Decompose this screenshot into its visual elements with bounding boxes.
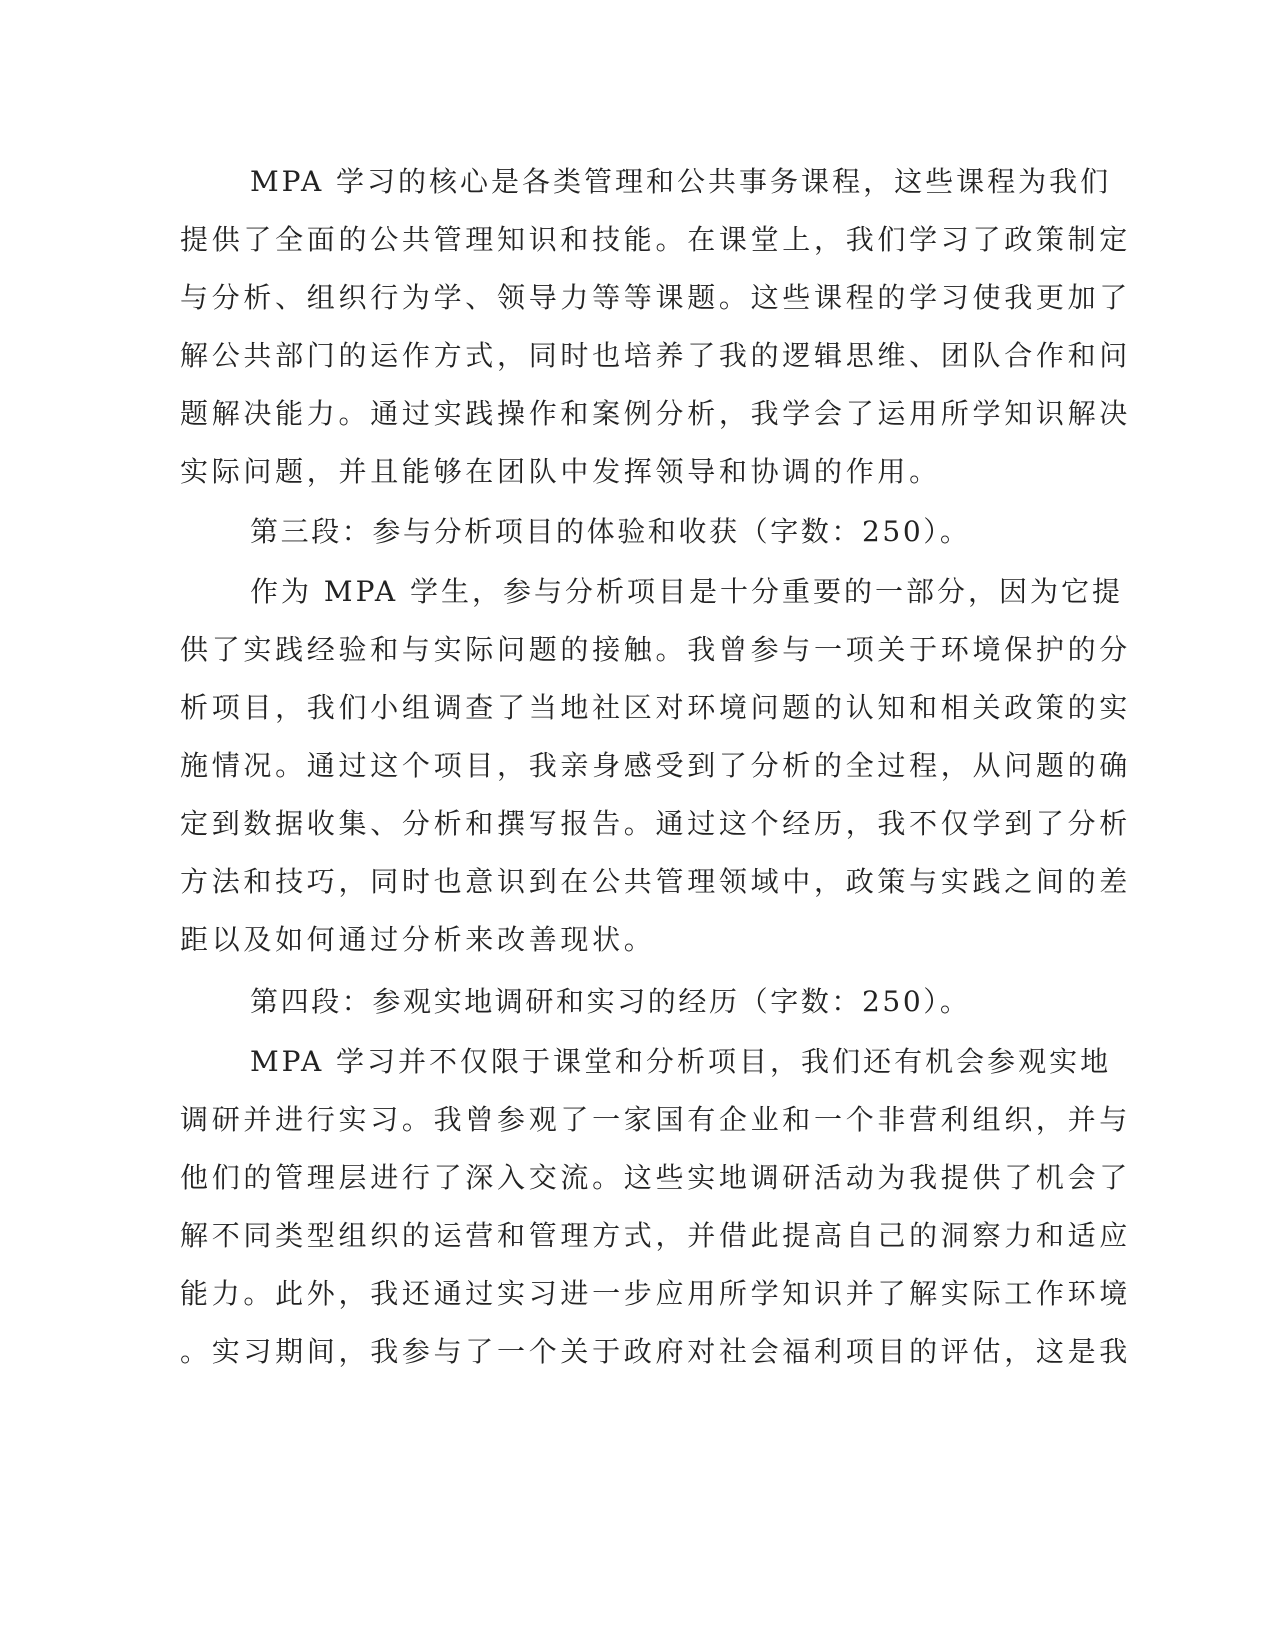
paragraph-5-line-3: 他们的管理层进行了深入交流。这些实地调研活动为我提供了机会了	[180, 1161, 1132, 1194]
paragraph-1-line-5: 题解决能力。通过实践操作和案例分析，我学会了运用所学知识解决	[180, 397, 1132, 430]
paragraph-5-line-6: 。实习期间，我参与了一个关于政府对社会福利项目的评估，这是我	[180, 1335, 1132, 1368]
paragraph-3-line-3: 析项目，我们小组调查了当地社区对环境问题的认知和相关政策的实	[180, 691, 1132, 724]
paragraph-3-line-1: 作为 MPA 学生，参与分析项目是十分重要的一部分，因为它提	[250, 575, 1123, 608]
section-heading-4: 第四段：参观实地调研和实习的经历（字数：250）。	[250, 985, 971, 1018]
paragraph-5-line-1: MPA 学习并不仅限于课堂和分析项目，我们还有机会参观实地	[250, 1045, 1112, 1078]
paragraph-5-line-2: 调研并进行实习。我曾参观了一家国有企业和一个非营利组织，并与	[180, 1103, 1132, 1136]
paragraph-5-line-5: 能力。此外，我还通过实习进一步应用所学知识并了解实际工作环境	[180, 1277, 1132, 1310]
paragraph-3-line-7: 距以及如何通过分析来改善现状。	[180, 923, 656, 956]
paragraph-1-line-1: MPA 学习的核心是各类管理和公共事务课程，这些课程为我们	[250, 165, 1112, 198]
paragraph-1-line-4: 解公共部门的运作方式，同时也培养了我的逻辑思维、团队合作和问	[180, 339, 1132, 372]
paragraph-1-line-3: 与分析、组织行为学、领导力等等课题。这些课程的学习使我更加了	[180, 281, 1132, 314]
paragraph-5-line-4: 解不同类型组织的运营和管理方式，并借此提高自己的洞察力和适应	[180, 1219, 1132, 1252]
paragraph-1-line-2: 提供了全面的公共管理知识和技能。在课堂上，我们学习了政策制定	[180, 223, 1132, 256]
paragraph-3-line-5: 定到数据收集、分析和撰写报告。通过这个经历，我不仅学到了分析	[180, 807, 1132, 840]
paragraph-3-line-2: 供了实践经验和与实际问题的接触。我曾参与一项关于环境保护的分	[180, 633, 1132, 666]
paragraph-1-line-6: 实际问题，并且能够在团队中发挥领导和协调的作用。	[180, 455, 941, 488]
section-heading-3: 第三段：参与分析项目的体验和收获（字数：250）。	[250, 515, 971, 548]
paragraph-3-line-6: 方法和技巧，同时也意识到在公共管理领域中，政策与实践之间的差	[180, 865, 1132, 898]
paragraph-3-line-4: 施情况。通过这个项目，我亲身感受到了分析的全过程，从问题的确	[180, 749, 1132, 782]
